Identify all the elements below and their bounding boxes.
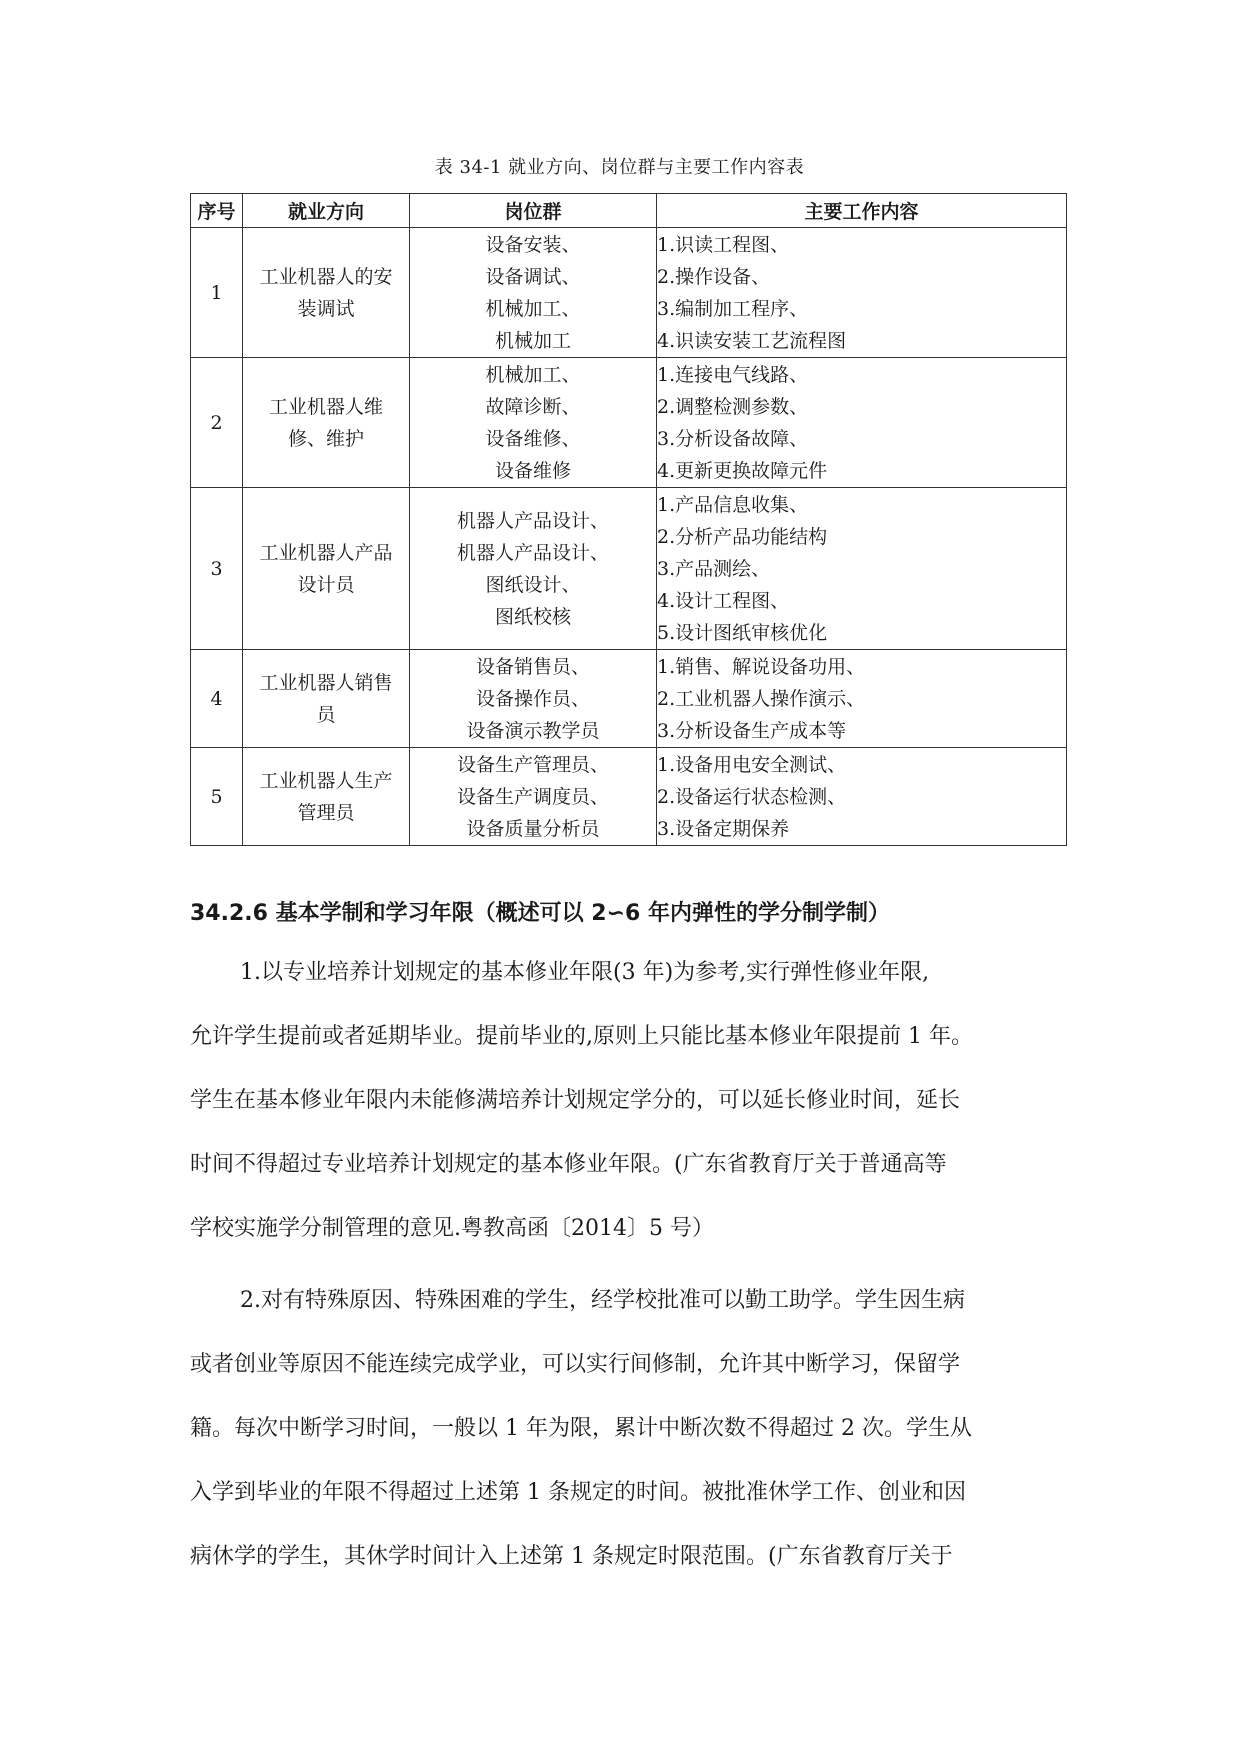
row-tasks: 1.连接电气线路、 2.调整检测参数、 3.分析设备故障、 4.更新更换故障元件 <box>657 358 1067 488</box>
row-tasks: 1.产品信息收集、 2.分析产品功能结构 3.产品测绘、 4.设计工程图、 5.设计图纸审核优化 <box>657 488 1067 650</box>
row-index: 3 <box>191 488 243 650</box>
row-tasks: 1.识读工程图、 2.操作设备、 3.编制加工程序、 4.识读安装工艺流程图 <box>657 228 1067 358</box>
paragraph-line: 1.以专业培养计划规定的基本修业年限(3 年)为参考,实行弹性修业年限, <box>240 960 930 985</box>
table-header-row <box>191 194 1067 228</box>
header-index: 序号 <box>191 194 243 228</box>
paragraph-line: 允许学生提前或者延期毕业。提前毕业的,原则上只能比基本修业年限提前 1 年。 <box>190 1024 973 1049</box>
row-tasks: 1.设备用电安全测试、 2.设备运行状态检测、 3.设备定期保养 <box>657 748 1067 846</box>
table-row <box>191 488 1067 650</box>
table-caption: 表 34-1 就业方向、岗位群与主要工作内容表 <box>434 157 805 178</box>
paragraph-line: 时间不得超过专业培养计划规定的基本修业年限。(广东省教育厅关于普通高等 <box>190 1152 947 1177</box>
paragraph-line: 入学到毕业的年限不得超过上述第 1 条规定的时间。被批准休学工作、创业和因 <box>190 1480 966 1505</box>
row-posts: 设备销售员、 设备操作员、 设备演示教学员 <box>410 650 657 748</box>
employment-table <box>190 193 1067 846</box>
row-direction: 工业机器人维 修、维护 <box>243 358 410 488</box>
paragraph-line: 籍。每次中断学习时间，一般以 1 年为限，累计中断次数不得超过 2 次。学生从 <box>190 1416 972 1441</box>
row-tasks: 1.销售、解说设备功用、 2.工业机器人操作演示、 3.分析设备生产成本等 <box>657 650 1067 748</box>
paragraph-line: 或者创业等原因不能连续完成学业，可以实行间修制，允许其中断学习，保留学 <box>190 1352 961 1377</box>
paragraph-line: 病休学的学生，其休学时间计入上述第 1 条规定时限范围。(广东省教育厅关于 <box>190 1544 953 1569</box>
row-posts: 设备安装、 设备调试、 机械加工、 机械加工 <box>410 228 657 358</box>
row-posts: 机械加工、 故障诊断、 设备维修、 设备维修 <box>410 358 657 488</box>
paragraph-line: 学校实施学分制管理的意见.粤教高函〔2014〕5 号） <box>190 1216 714 1241</box>
row-direction: 工业机器人的安 装调试 <box>243 228 410 358</box>
table-row <box>191 650 1067 748</box>
header-posts: 岗位群 <box>410 194 657 228</box>
paragraph-line: 学生在基本修业年限内未能修满培养计划规定学分的，可以延长修业时间，延长 <box>190 1088 961 1113</box>
row-index: 5 <box>191 748 243 846</box>
row-index: 1 <box>191 228 243 358</box>
table-row <box>191 748 1067 846</box>
section-heading: 34.2.6 基本学制和学习年限（概述可以 2∽6 年内弹性的学分制学制） <box>190 901 890 926</box>
row-direction: 工业机器人销售 员 <box>243 650 410 748</box>
header-tasks: 主要工作内容 <box>657 194 1067 228</box>
paragraph-1 <box>190 941 1050 1261</box>
row-posts: 机器人产品设计、 机器人产品设计、 图纸设计、 图纸校核 <box>410 488 657 650</box>
paragraph-line: 2.对有特殊原因、特殊困难的学生，经学校批准可以勤工助学。学生因生病 <box>240 1288 965 1313</box>
row-index: 2 <box>191 358 243 488</box>
table-row <box>191 228 1067 358</box>
table-row <box>191 358 1067 488</box>
header-direction: 就业方向 <box>243 194 410 228</box>
row-direction: 工业机器人生产 管理员 <box>243 748 410 846</box>
row-direction: 工业机器人产品 设计员 <box>243 488 410 650</box>
paragraph-2 <box>190 1269 1050 1589</box>
row-posts: 设备生产管理员、 设备生产调度员、 设备质量分析员 <box>410 748 657 846</box>
row-index: 4 <box>191 650 243 748</box>
